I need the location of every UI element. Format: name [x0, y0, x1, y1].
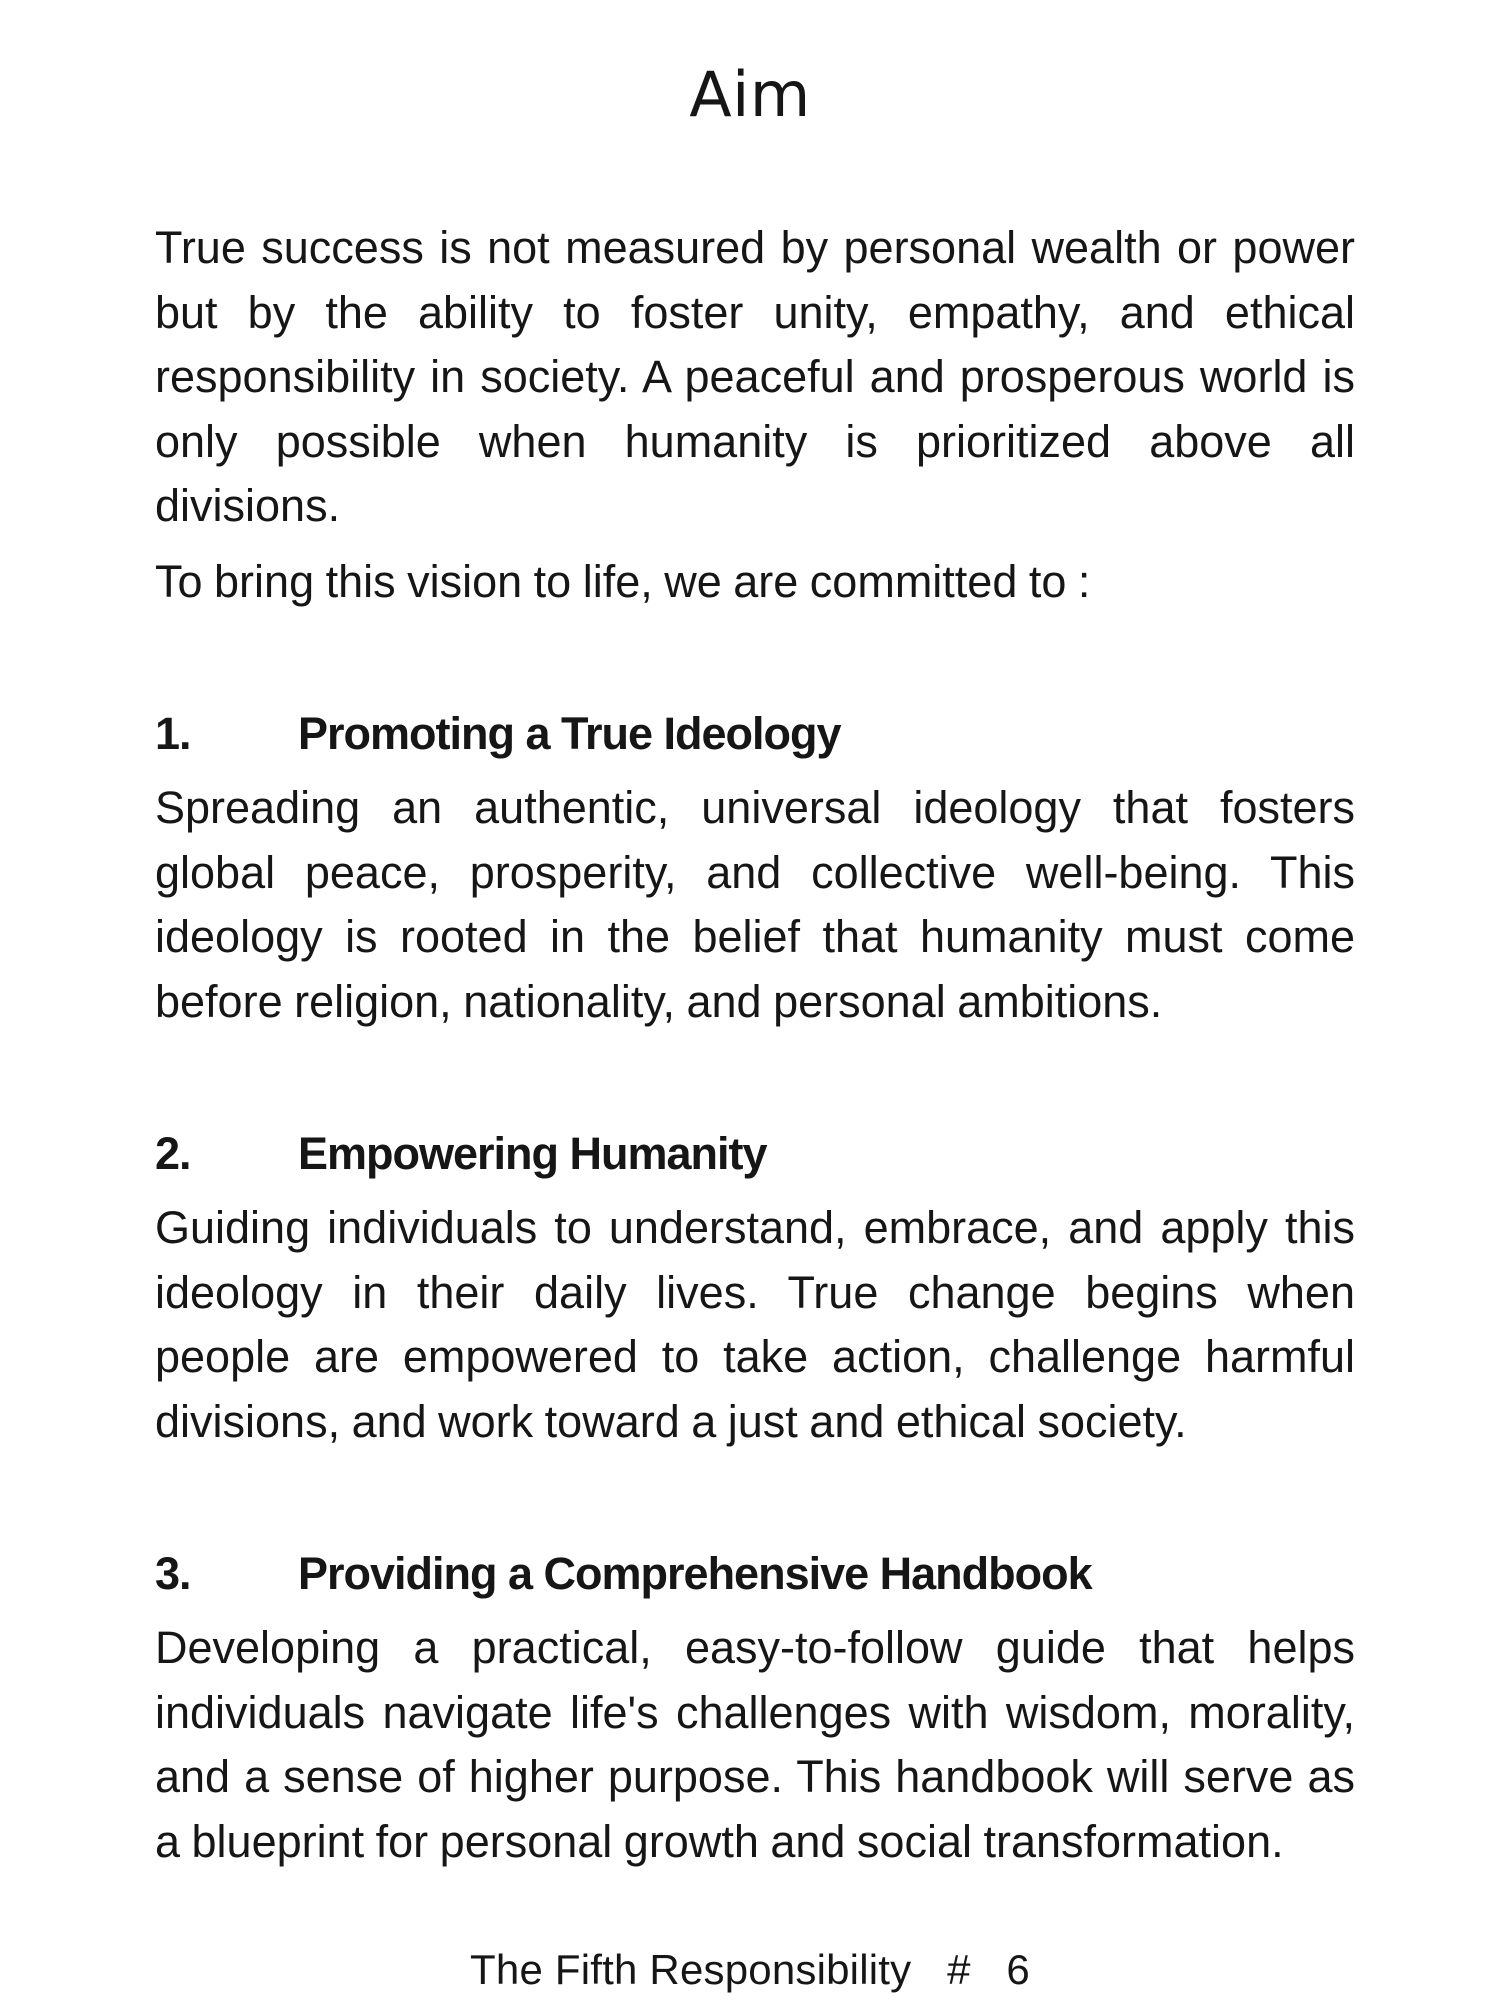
- section-heading: Promoting a True Ideology: [298, 708, 841, 759]
- page-title: Aim: [689, 57, 811, 131]
- footer-page-number: 6: [1006, 1946, 1030, 1993]
- section-heading: Empowering Humanity: [298, 1128, 767, 1179]
- section-number: 2.: [155, 1128, 191, 1179]
- footer-page-marker: #: [947, 1946, 971, 1993]
- intro-paragraph: True success is not measured by personal wealth or power but by the ability to foster unity, empathy, and ethical responsibility in society. A peaceful and prosperous world is only possible when humanity is prioritized above all divisions.: [155, 222, 1355, 531]
- main-content: [155, 216, 1355, 1874]
- section-number: 3.: [155, 1548, 191, 1599]
- section-heading-row: [155, 1122, 1355, 1186]
- commitment-section-2: [155, 1122, 1355, 1454]
- section-heading: Providing a Comprehensive Handbook: [298, 1548, 1092, 1599]
- section-number: 1.: [155, 708, 191, 759]
- lead-in-paragraph: To bring this vision to life, we are committed to :: [155, 555, 1091, 607]
- footer-book-title: The Fifth Responsibility: [470, 1946, 912, 1993]
- commitment-section-1: [155, 702, 1355, 1034]
- page-footer: [0, 1945, 1500, 1995]
- section-body: Developing a practical, easy-to-follow guide that helps individuals navigate life's challenges with wisdom, morality, and a sense of higher purpose. This handbook will serve as a blueprint for personal growth and social transformation.: [155, 1622, 1355, 1867]
- section-body: Spreading an authentic, universal ideology that fosters global peace, prosperity, and collective well-being. This ideology is rooted in the belief that humanity must come before religion, nationality, and personal ambitions.: [155, 782, 1355, 1027]
- section-heading-row: [155, 702, 1355, 766]
- section-heading-row: [155, 1542, 1355, 1606]
- commitment-section-3: [155, 1542, 1355, 1874]
- section-body: Guiding individuals to understand, embrace, and apply this ideology in their daily lives. True change begins when people are empowered to take action, challenge harmful divisions, and work toward a just and ethical society.: [155, 1202, 1355, 1447]
